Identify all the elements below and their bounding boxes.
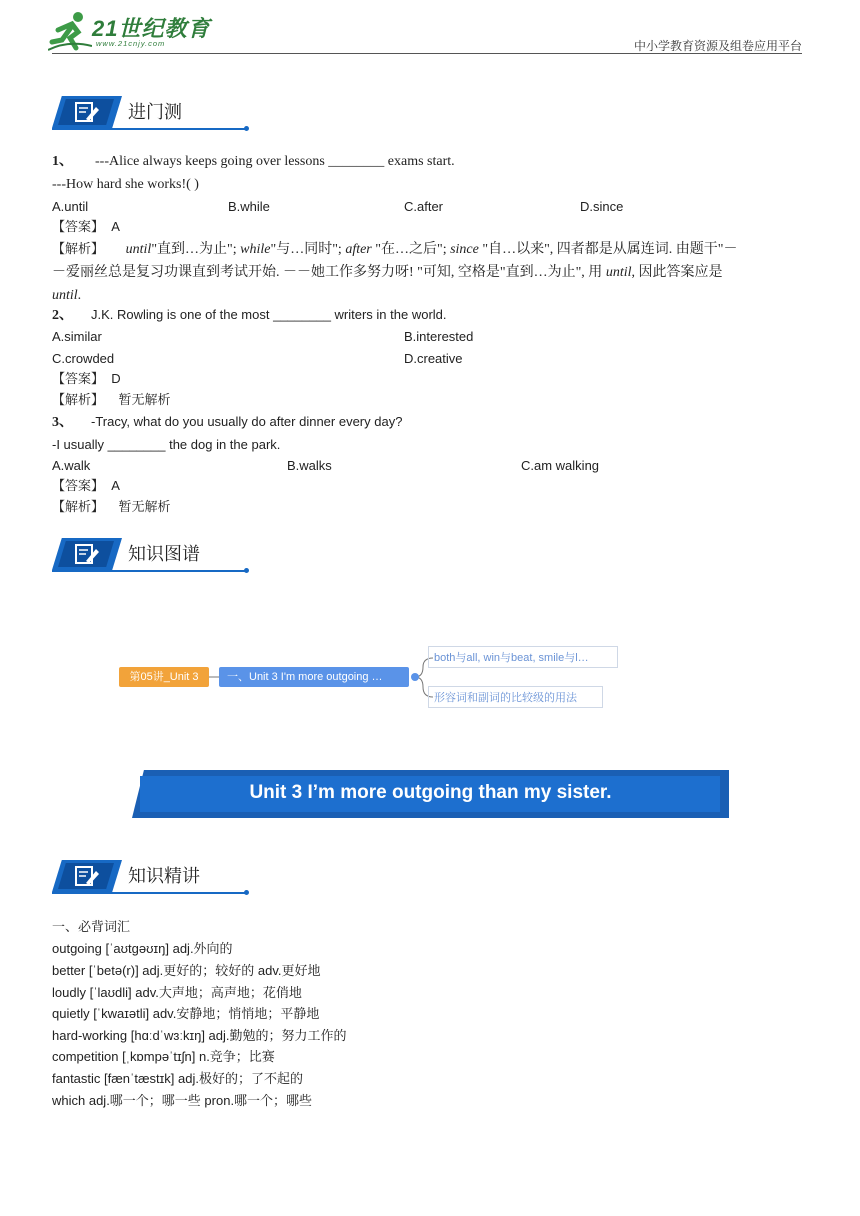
- question-1-stem2: ---How hard she works!( ): [52, 177, 199, 192]
- q1-answer: 【答案】 A: [52, 219, 120, 234]
- question-2-stem: 2、 J.K. Rowling is one of the most ________ writers in the world.: [52, 307, 447, 323]
- question-3-stem2: -I usually ________ the dog in the park.: [52, 437, 281, 452]
- q2-option-c: C.crowded: [52, 351, 115, 366]
- section-header-entry-test: [52, 96, 252, 132]
- edit-note-icon: [74, 865, 100, 887]
- q1-option-b: B.while: [228, 199, 270, 214]
- q3-option-a: A.walk: [52, 458, 91, 473]
- q1-option-c: C.after: [404, 199, 444, 214]
- q2-option-a: A.similar: [52, 329, 102, 344]
- section-title: 知识图谱: [128, 544, 200, 564]
- question-1-stem: 1、 ---Alice always keeps going over lessons ________ exams start.: [52, 154, 455, 169]
- mindmap-unit-node[interactable]: 一、Unit 3 I'm more outgoing …: [219, 667, 409, 687]
- mindmap-leaf-1[interactable]: both与all, win与beat, smile与l…: [428, 646, 618, 668]
- question-3-stem: 3、 -Tracy, what do you usually do after dinner every day?: [52, 414, 403, 430]
- runner-logo-icon: [48, 10, 92, 52]
- vocab-item: hard-working [hɑːdˈwɜːkɪŋ] adj.勤勉的；努力工作的: [52, 1028, 347, 1043]
- q1-option-a: A.until: [52, 199, 89, 214]
- unit-banner-title: Unit 3 I’m more outgoing than my sister.: [249, 782, 612, 803]
- q2-option-b: B.interested: [404, 329, 474, 344]
- vocab-item: competition [ˌkɒmpəˈtɪʃn] n.竞争；比赛: [52, 1049, 275, 1064]
- vocab-item: better [ˈbetə(r)] adj.更好的；较好的 adv.更好地: [52, 963, 321, 978]
- header-divider: [52, 53, 802, 54]
- edit-note-icon: [74, 101, 100, 123]
- logo-text: 21世纪教育: [92, 16, 211, 41]
- q3-analysis: 【解析】 暂无解析: [52, 499, 171, 514]
- mindmap-leaf-2[interactable]: 形容词和副词的比较级的用法: [428, 686, 603, 708]
- header-platform-name: 中小学教育资源及组卷应用平台: [633, 39, 802, 53]
- q3-option-c: C.am walking: [521, 458, 600, 473]
- section-header-knowledge-map: [52, 538, 252, 574]
- vocab-item: quietly [ˈkwaɪətli] adv.安静地；悄悄地；平静地: [52, 1006, 320, 1021]
- q2-analysis: 【解析】 暂无解析: [52, 392, 171, 407]
- vocab-item: fantastic [fænˈtæstɪk] adj.极好的；了不起的: [52, 1071, 303, 1086]
- section-header-knowledge-detail: [52, 860, 252, 896]
- q1-analysis: 【解析】 until"直到…为止"; while"与…同时"; after "在…之后"; since "自…以来", 四者都是从属连词. 由题干"－ －爱丽丝总是复习功课直到考试开始. －－她工作多努力呀! "可知, 空格是"直到…为止", 用 until, 因此答案应是 until.: [52, 241, 738, 303]
- q2-option-d: D.creative: [404, 351, 463, 366]
- edit-note-icon: [74, 543, 100, 565]
- vocab-item: outgoing [ˈaʊtɡəʊɪŋ] adj.外向的: [52, 941, 233, 956]
- logo-url: www.21cnjy.com: [96, 39, 166, 48]
- vocab-item: which adj.哪一个；哪一些 pron.哪一个；哪些: [52, 1093, 313, 1108]
- mindmap-root-node[interactable]: 第05讲_Unit 3: [119, 667, 209, 687]
- q3-answer: 【答案】 A: [52, 478, 120, 493]
- section-title: 知识精讲: [128, 866, 200, 886]
- section-title: 进门测: [128, 102, 182, 122]
- q3-option-b: B.walks: [287, 458, 332, 473]
- vocab-item: loudly [ˈlaʊdli] adv.大声地；高声地；花俏地: [52, 985, 302, 1000]
- vocab-heading: 一、必背词汇: [52, 919, 131, 934]
- unit-banner: [132, 770, 729, 818]
- q1-option-d: D.since: [580, 199, 624, 214]
- q2-answer: 【答案】 D: [52, 371, 121, 386]
